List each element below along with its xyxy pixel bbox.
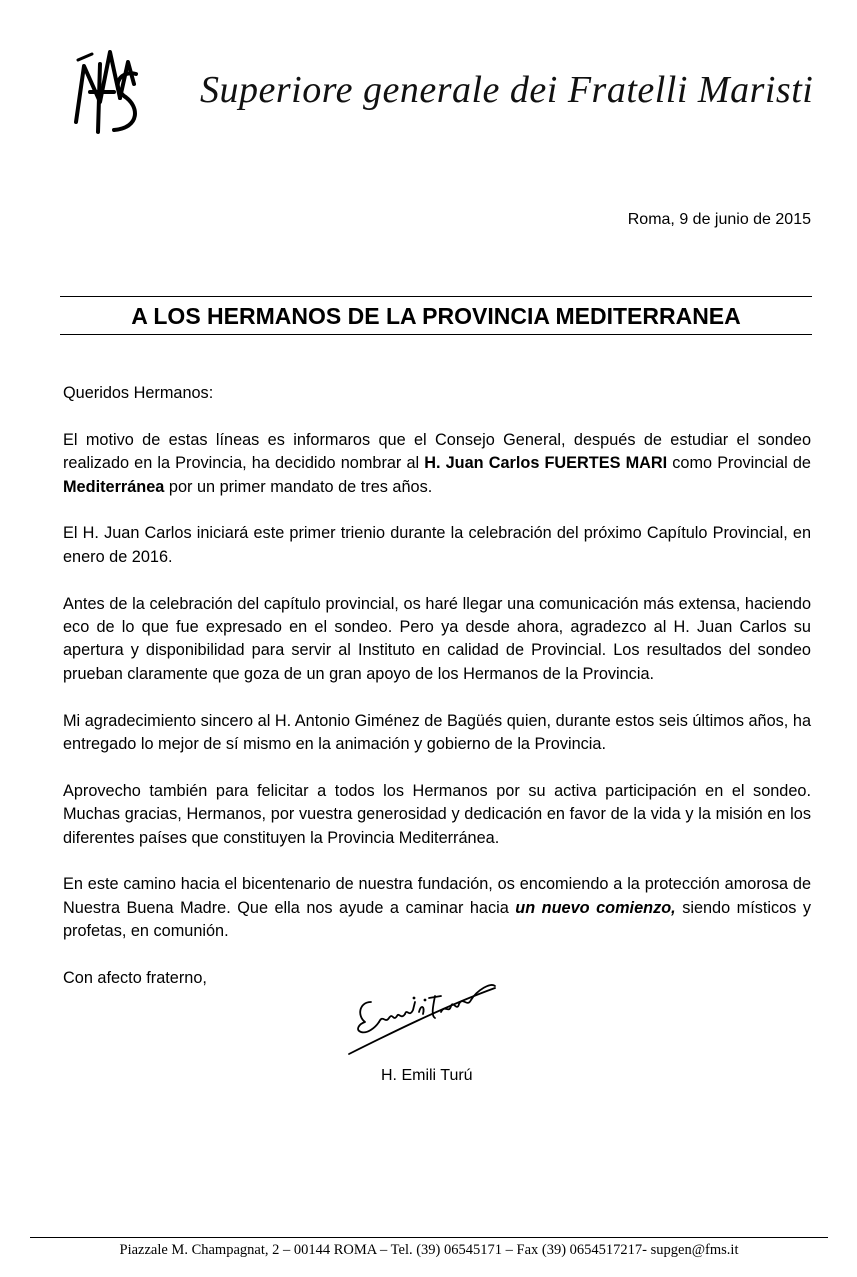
- header-title: Superiore generale dei Fratelli Maristi: [200, 69, 814, 111]
- salutation: Queridos Hermanos:: [63, 384, 214, 402]
- letter-date: Roma, 9 de junio de 2015: [627, 211, 811, 228]
- footer-address: Piazzale M. Champagnat, 2 – 00144 ROMA – Tel. (39) 06545171 – Fax (39) 0654517217- supgen@fms.it: [119, 1242, 739, 1258]
- letter-title: A LOS HERMANOS DE LA PROVINCIA MEDITERRANEA: [131, 303, 741, 329]
- title-rule-bottom: [60, 334, 812, 335]
- title-rule-top: [60, 296, 812, 297]
- paragraph-3: Antes de la celebración del capítulo provincial, os haré llegar una comunicación más extensa, haciendo eco de lo que fue expresado en el sondeo. Pero ya desde ahora, agradezco al H. Juan Carlos su apertura y disponibilidad para servir al Instituto en calidad de Provincial. Los resultados del sondeo prueban claramente que goza de un gran apoyo de los Hermanos de la Provincia.: [63, 594, 811, 683]
- paragraph-5: Aprovecho también para felicitar a todos los Hermanos por su activa participación en el sondeo. Muchas gracias, Hermanos, por vuestra generosidad y dedicación en favor de la vida y la misión en los diferentes países que constituyen la Provincia Mediterránea.: [63, 781, 811, 847]
- fms-monogram-icon: [70, 44, 152, 136]
- letter-body: [63, 382, 811, 1014]
- paragraph-1: [63, 429, 811, 499]
- closing: Con afecto fraterno,: [63, 969, 207, 988]
- paragraph-6: [63, 873, 811, 943]
- paragraph-6-text-c: siendo místicos y profetas, en comunión.: [63, 898, 811, 941]
- signer-name: H. Emili Turú: [381, 1067, 473, 1084]
- paragraph-1-text-e: por un primer mandato de tres años.: [164, 477, 433, 496]
- footer-rule: [30, 1237, 828, 1238]
- paragraph-1-text-c: como Provincial de: [667, 454, 811, 473]
- paragraph-6-text-a: En este camino hacia el bicentenario de nuestra fundación, os encomiendo a la protección amorosa de Nuestra Buena Madre. Que ella nos ayude a caminar hacia: [63, 875, 811, 917]
- emphasis-new-beginning: un nuevo comienzo,: [515, 898, 676, 917]
- provincial-name: H. Juan Carlos FUERTES MARI: [424, 454, 668, 473]
- paragraph-4: Mi agradecimiento sincero al H. Antonio Giménez de Bagüés quien, durante estos seis últimos años, ha entregado lo mejor de sí mismo en la animación y gobierno de la Provincia.: [63, 711, 811, 754]
- province-name: Mediterránea: [63, 477, 165, 496]
- paragraph-2: El H. Juan Carlos iniciará este primer trienio durante la celebración del próximo Capítulo Provincial, en enero de 2016.: [63, 524, 811, 566]
- paragraph-1-text-a: El motivo de estas líneas es informaros que el Consejo General, después de estudiar el sondeo realizado en la Provincia, ha decidido nombrar al: [63, 430, 811, 473]
- handwritten-signature-icon: [345, 972, 505, 1058]
